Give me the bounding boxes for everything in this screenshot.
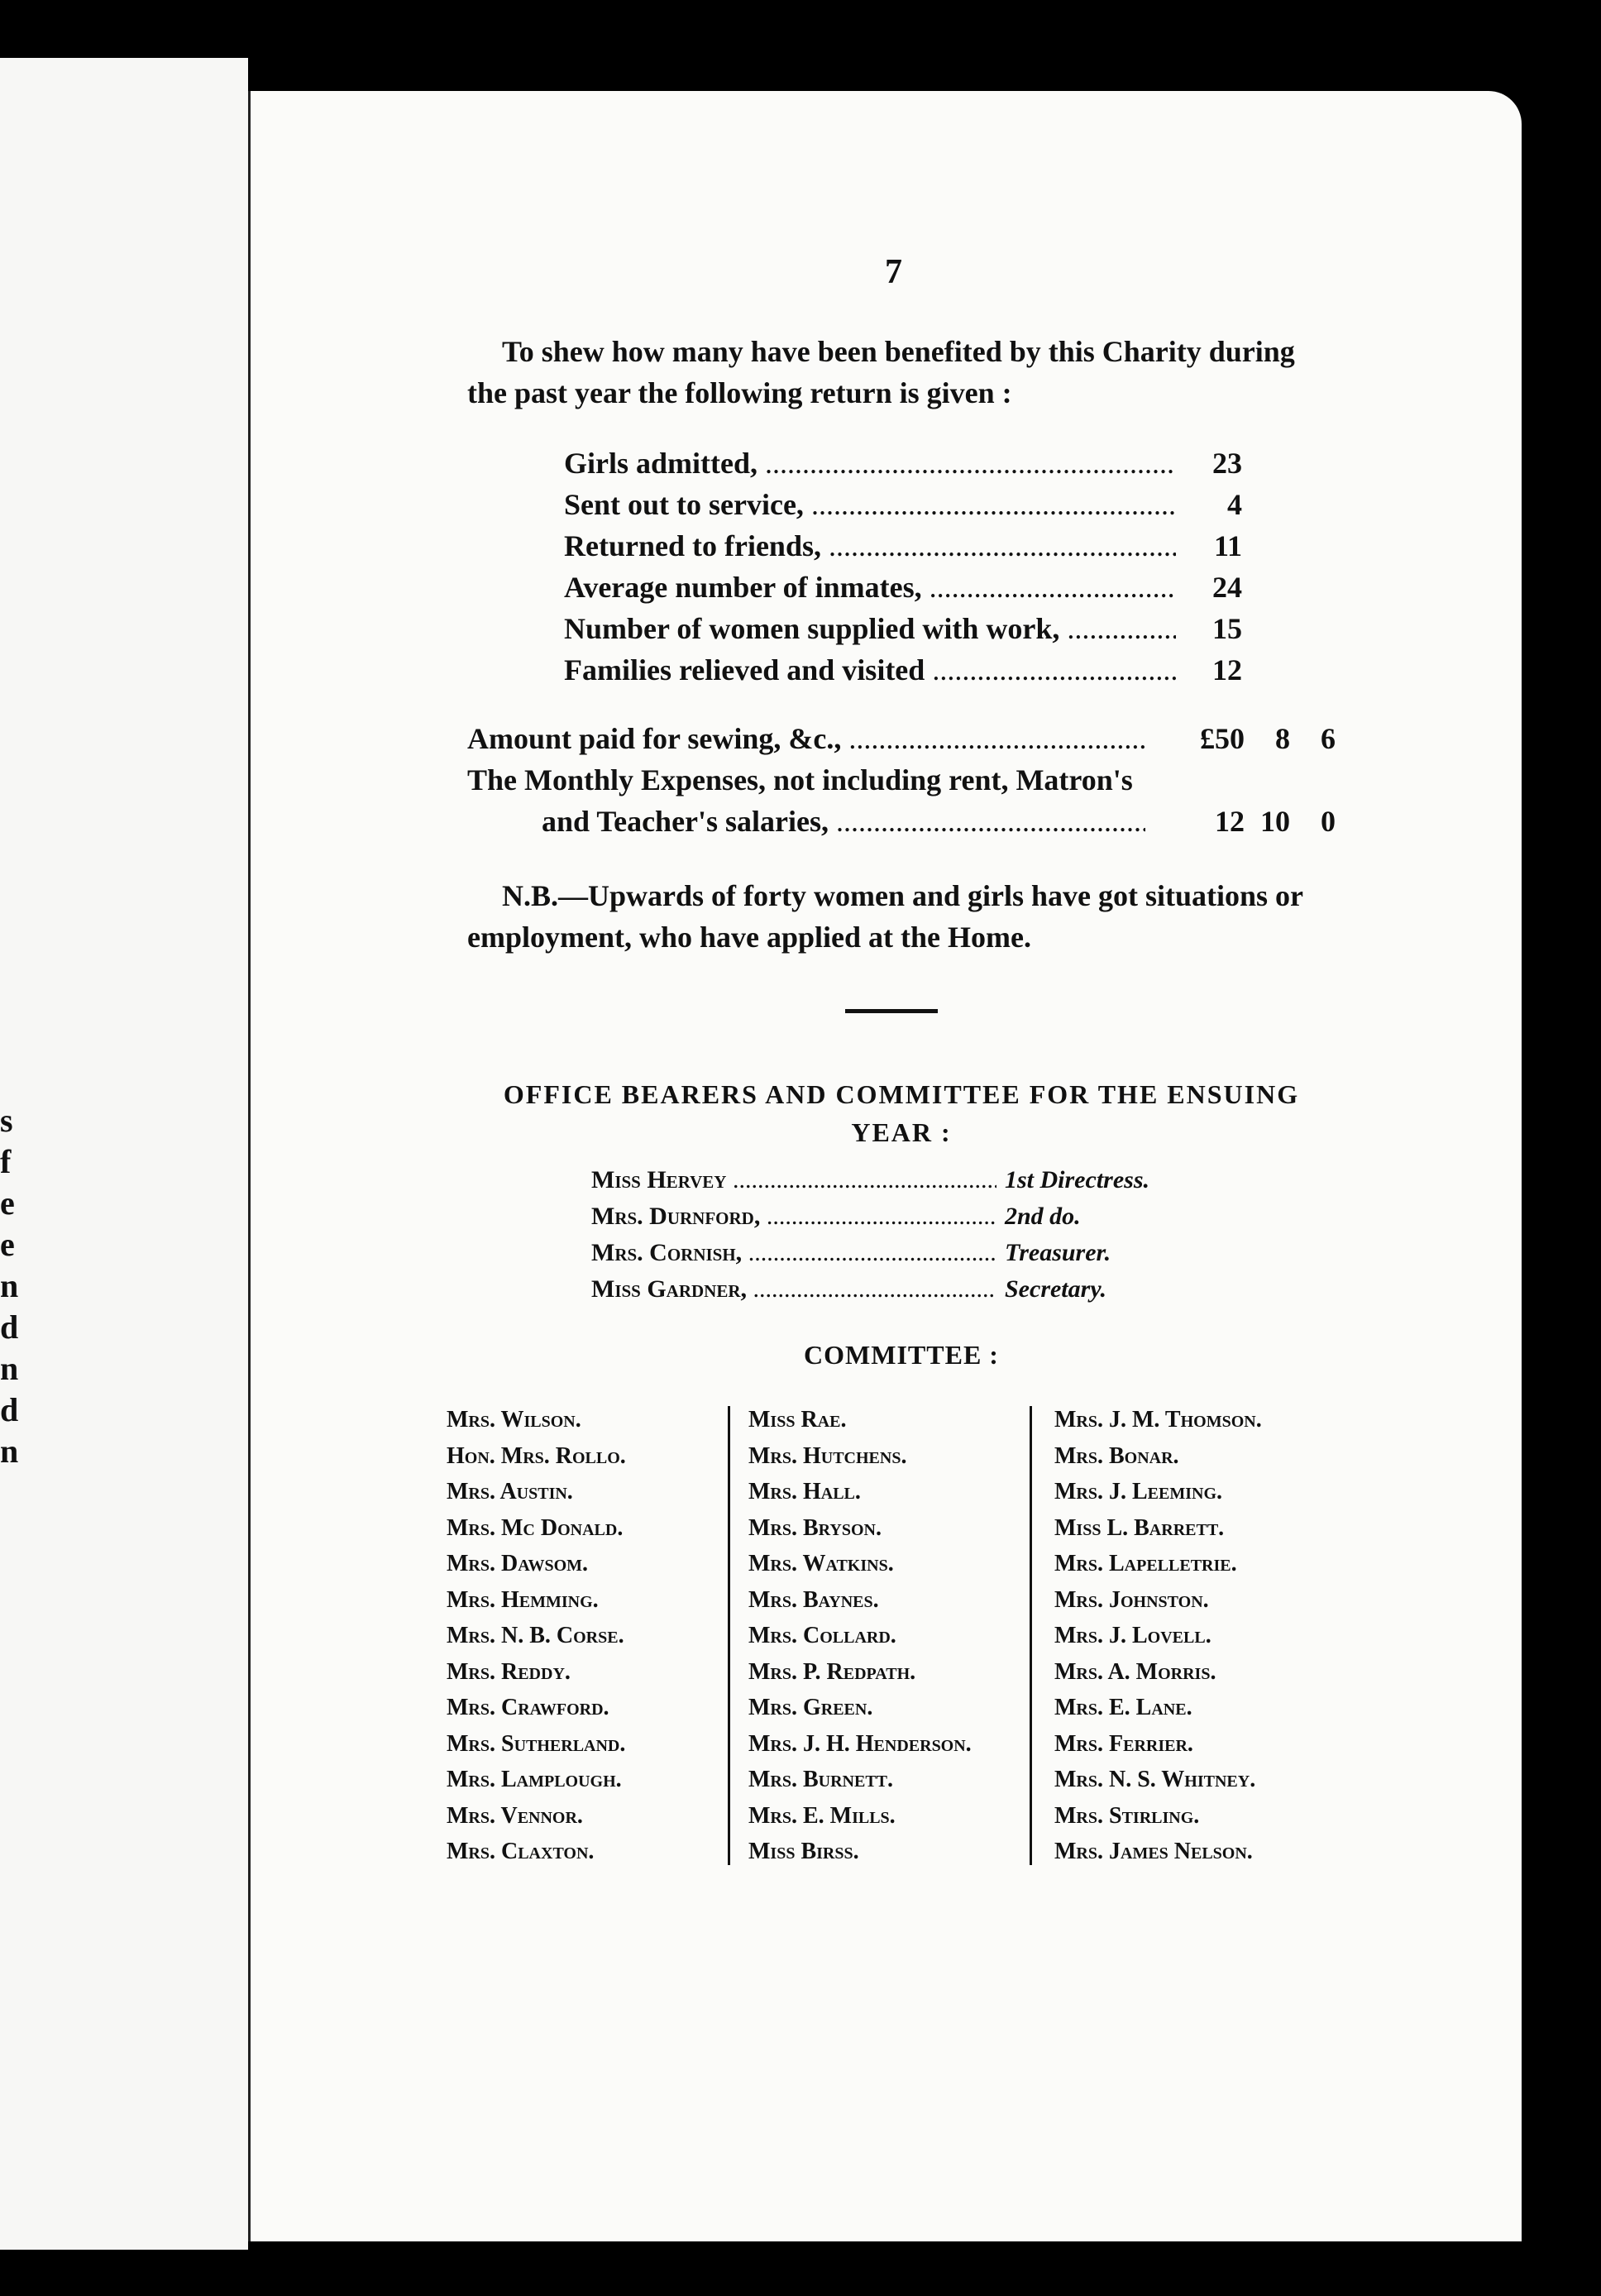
column-divider (1030, 1406, 1032, 1865)
margin-letter: n (0, 1267, 19, 1304)
committee-member: Mrs. Bonar. (1054, 1442, 1179, 1469)
committee-member: Mrs. P. Redpath. (748, 1658, 916, 1685)
returns-value: 24 (1212, 571, 1242, 604)
committee-member: Mrs. A. Morris. (1054, 1658, 1216, 1685)
committee-member: Mrs. Hall. (748, 1479, 861, 1504)
committee-member: Mrs. N. B. Corse. (447, 1623, 624, 1648)
page-spine (248, 91, 251, 2241)
pounds-value: 12 (1215, 805, 1245, 838)
returns-value: 12 (1212, 653, 1242, 686)
officer-name: Miss Gardner, ..... (591, 1271, 996, 1308)
shillings-value: 10 (1260, 805, 1290, 838)
committee-member: Mrs. Lamplough. (447, 1767, 622, 1792)
sewing-label: Amount paid for sewing, &c., ..... (467, 718, 1145, 759)
returns-value: 23 (1212, 447, 1242, 480)
facing-page-letters (0, 1100, 17, 1472)
committee-member: Mrs. Austin. (447, 1479, 573, 1504)
expenses-label-1: The Monthly Expenses, not including rent, Matron's (467, 763, 1133, 796)
officer-row (591, 1235, 1195, 1271)
committee-heading: COMMITTEE : (804, 1340, 999, 1370)
returns-value: 11 (1213, 529, 1242, 562)
committee-member: Mrs. Johnston. (1054, 1586, 1209, 1613)
officer-role: Secretary. (1005, 1275, 1107, 1303)
returns-row (564, 649, 1242, 691)
expenses-label-2: and Teacher's salaries, ..... (467, 801, 1145, 842)
officer-row (591, 1271, 1195, 1308)
returns-label: Number of women supplied with work, ..... (564, 608, 1176, 649)
returns-label: Sent out to service, ..... (564, 484, 1176, 525)
page-number: 7 (885, 253, 902, 291)
nb-note: N.B.—Upwards of forty women and girls have got situations or employment, who have applied at the Home. (467, 879, 1303, 954)
returns-row (564, 567, 1242, 608)
expenses-row-2 (467, 801, 1336, 842)
returns-value: 15 (1212, 612, 1242, 645)
committee-member: Mrs. Hemming. (447, 1586, 599, 1613)
committee-member: Mrs. Lapelletrie. (1054, 1551, 1237, 1576)
committee-member: Mrs. Sutherland. (447, 1730, 626, 1757)
pence-value: 0 (1321, 805, 1336, 838)
committee-member: Mrs. Mc Donald. (447, 1514, 624, 1541)
committee-member: Mrs. Green. (748, 1695, 873, 1720)
facing-page (0, 58, 248, 2250)
margin-letter: e (0, 1184, 15, 1222)
committee-member: Mrs. Reddy. (447, 1658, 571, 1685)
returns-row (564, 442, 1242, 484)
margin-letter: f (0, 1143, 12, 1180)
committee-member: Hon. Mrs. Rollo. (447, 1442, 626, 1469)
committee-column-2 (748, 1402, 972, 1870)
committee-member: Mrs. E. Lane. (1054, 1695, 1192, 1720)
officer-name: Mrs. Cornish, ..... (591, 1235, 996, 1271)
sewing-row (467, 718, 1336, 759)
committee-member: Mrs. Bryson. (748, 1514, 882, 1541)
committee-member: Mrs. Collard. (748, 1623, 896, 1648)
pence-value: 6 (1321, 722, 1336, 755)
officer-row (591, 1162, 1195, 1198)
committee-member: Mrs. J. H. Henderson. (748, 1730, 972, 1757)
committee-column-3 (1054, 1402, 1262, 1870)
officer-name: Mrs. Durnford, ..... (591, 1198, 996, 1235)
intro-paragraph: To shew how many have been benefited by this Charity during the past year the following return is given : (467, 335, 1295, 409)
committee-member: Mrs. Wilson. (447, 1407, 581, 1433)
committee-member: Mrs. James Nelson. (1054, 1839, 1253, 1864)
committee-member: Mrs. Watkins. (748, 1551, 894, 1576)
committee-member: Mrs. Burnett. (748, 1767, 894, 1792)
margin-letter: d (0, 1308, 19, 1346)
shillings-value: 8 (1275, 722, 1290, 755)
committee-member: Miss L. Barrett. (1054, 1514, 1225, 1541)
margin-letter: n (0, 1350, 19, 1387)
returns-label: Families relieved and visited ..... (564, 649, 1176, 691)
pounds-value: £50 (1200, 722, 1245, 755)
returns-list (564, 442, 1242, 691)
officer-role: Treasurer. (1005, 1239, 1111, 1266)
committee-member: Mrs. J. Lovell. (1054, 1623, 1212, 1648)
margin-letter: e (0, 1226, 15, 1263)
margin-letter: n (0, 1433, 19, 1470)
officer-row (591, 1198, 1195, 1235)
committee-member: Mrs. Crawford. (447, 1695, 609, 1720)
officer-name: Miss Hervey ..... (591, 1162, 996, 1198)
committee-member: Mrs. E. Mills. (748, 1802, 896, 1829)
returns-row (564, 608, 1242, 649)
committee-member: Miss Birss. (748, 1839, 859, 1864)
column-divider (728, 1406, 730, 1865)
committee-member: Mrs. N. S. Whitney. (1054, 1767, 1256, 1792)
committee-column-1 (447, 1402, 626, 1870)
committee-member: Mrs. Hutchens. (748, 1442, 907, 1469)
returns-value: 4 (1227, 488, 1242, 521)
margin-letter: d (0, 1391, 19, 1428)
returns-label: Returned to friends, ..... (564, 525, 1176, 567)
sewing-amount (1145, 718, 1336, 759)
committee-member: Mrs. Dawsom. (447, 1551, 588, 1576)
expenses-amount (1145, 801, 1336, 842)
returns-row (564, 525, 1242, 567)
committee-member: Mrs. Ferrier. (1054, 1730, 1193, 1757)
committee-member: Mrs. J. M. Thomson. (1054, 1407, 1262, 1433)
committee-member: Mrs. Baynes. (748, 1586, 879, 1613)
officers-list (591, 1162, 1195, 1308)
office-bearers-heading: OFFICE BEARERS AND COMMITTEE FOR THE ENSUING YEAR : (503, 1079, 1300, 1147)
returns-label: Girls admitted, ..... (564, 442, 1176, 484)
returns-label: Average number of inmates, ..... (564, 567, 1176, 608)
section-divider (845, 1009, 938, 1013)
committee-member: Mrs. Vennor. (447, 1802, 583, 1829)
committee-member: Miss Rae. (748, 1407, 847, 1433)
accounts-section (467, 718, 1336, 842)
margin-letter: s (0, 1102, 13, 1139)
committee-member: Mrs. Stirling. (1054, 1802, 1200, 1829)
officer-role: 1st Directress. (1005, 1166, 1149, 1193)
expenses-row-1 (467, 759, 1336, 801)
committee-member: Mrs. J. Leeming. (1054, 1479, 1223, 1504)
committee-member: Mrs. Claxton. (447, 1839, 595, 1864)
returns-row (564, 484, 1242, 525)
officer-role: 2nd do. (1005, 1203, 1081, 1230)
